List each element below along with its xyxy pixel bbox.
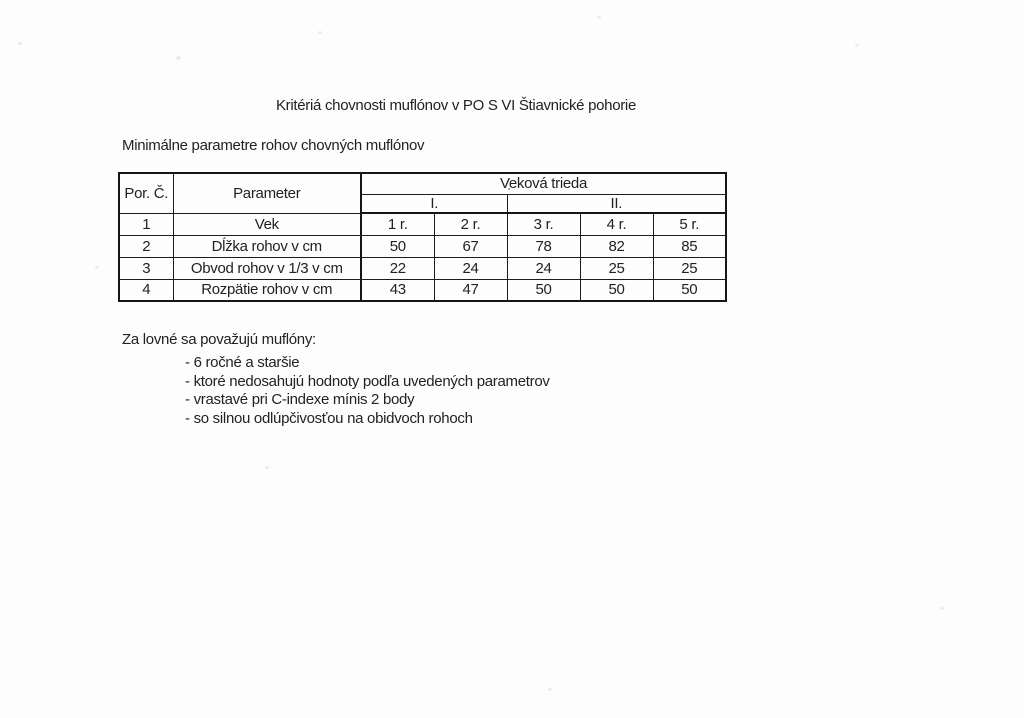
- value-cell: 78: [507, 235, 580, 257]
- notes-list: [185, 354, 550, 428]
- scan-speckle: [265, 466, 269, 469]
- value-cell: 85: [653, 235, 726, 257]
- parameter-cell: Vek: [173, 213, 361, 235]
- notes-section: [122, 331, 550, 428]
- column-header-por-c: Por. Č.: [119, 173, 173, 213]
- value-cell: 2 r.: [434, 213, 507, 235]
- scan-speckle: [597, 16, 601, 19]
- scan-speckle: [548, 688, 552, 691]
- table-row: [119, 213, 726, 235]
- table-row: [119, 279, 726, 301]
- subgroup-header-II: II.: [507, 194, 726, 213]
- parameter-cell: Dĺžka rohov v cm: [173, 235, 361, 257]
- value-cell: 50: [653, 279, 726, 301]
- value-cell: 5 r.: [653, 213, 726, 235]
- value-cell: 24: [434, 257, 507, 279]
- value-cell: 67: [434, 235, 507, 257]
- scan-speckle: [18, 42, 22, 45]
- table-row: [119, 257, 726, 279]
- note-item: - ktoré nedosahujú hodnoty podľa uvedených parametrov: [185, 372, 550, 390]
- parameter-cell: Rozpätie rohov v cm: [173, 279, 361, 301]
- column-group-header-vekova-trieda: Veková trieda: [361, 173, 726, 194]
- value-cell: 3 r.: [507, 213, 580, 235]
- note-item: - so silnou odlúpčivosťou na obidvoch rohoch: [185, 409, 473, 427]
- note-item: - 6 ročné a staršie: [185, 354, 300, 371]
- scan-speckle: [176, 56, 181, 60]
- note-item: - vrastavé pri C-indexe mínis 2 body: [185, 391, 415, 408]
- parameter-cell: Obvod rohov v 1/3 v cm: [173, 257, 361, 279]
- column-header-parameter: Parameter: [173, 173, 361, 213]
- value-cell: 50: [507, 279, 580, 301]
- row-number-cell: 1: [119, 213, 173, 235]
- table-row: [119, 235, 726, 257]
- value-cell: 25: [653, 257, 726, 279]
- row-number-cell: 3: [119, 257, 173, 279]
- value-cell: 43: [361, 279, 434, 301]
- scan-speckle: [855, 44, 859, 47]
- page-subtitle: Minimálne parametre rohov chovných muflónov: [122, 137, 425, 154]
- value-cell: 24: [507, 257, 580, 279]
- scan-speckle: [940, 607, 944, 610]
- notes-heading: Za lovné sa považujú muflóny:: [122, 331, 316, 348]
- value-cell: 22: [361, 257, 434, 279]
- value-cell: 25: [580, 257, 653, 279]
- row-number-cell: 4: [119, 279, 173, 301]
- value-cell: 4 r.: [580, 213, 653, 235]
- value-cell: 1 r.: [361, 213, 434, 235]
- value-cell: 82: [580, 235, 653, 257]
- scan-speckle: [95, 266, 99, 269]
- scan-speckle: [318, 31, 322, 34]
- value-cell: 50: [580, 279, 653, 301]
- value-cell: 50: [361, 235, 434, 257]
- subgroup-header-I: I.: [361, 194, 507, 213]
- page-title: Kritériá chovnosti muflónov v PO S VI Štiavnické pohorie: [275, 97, 637, 114]
- row-number-cell: 2: [119, 235, 173, 257]
- value-cell: 47: [434, 279, 507, 301]
- parameters-table: [118, 172, 727, 302]
